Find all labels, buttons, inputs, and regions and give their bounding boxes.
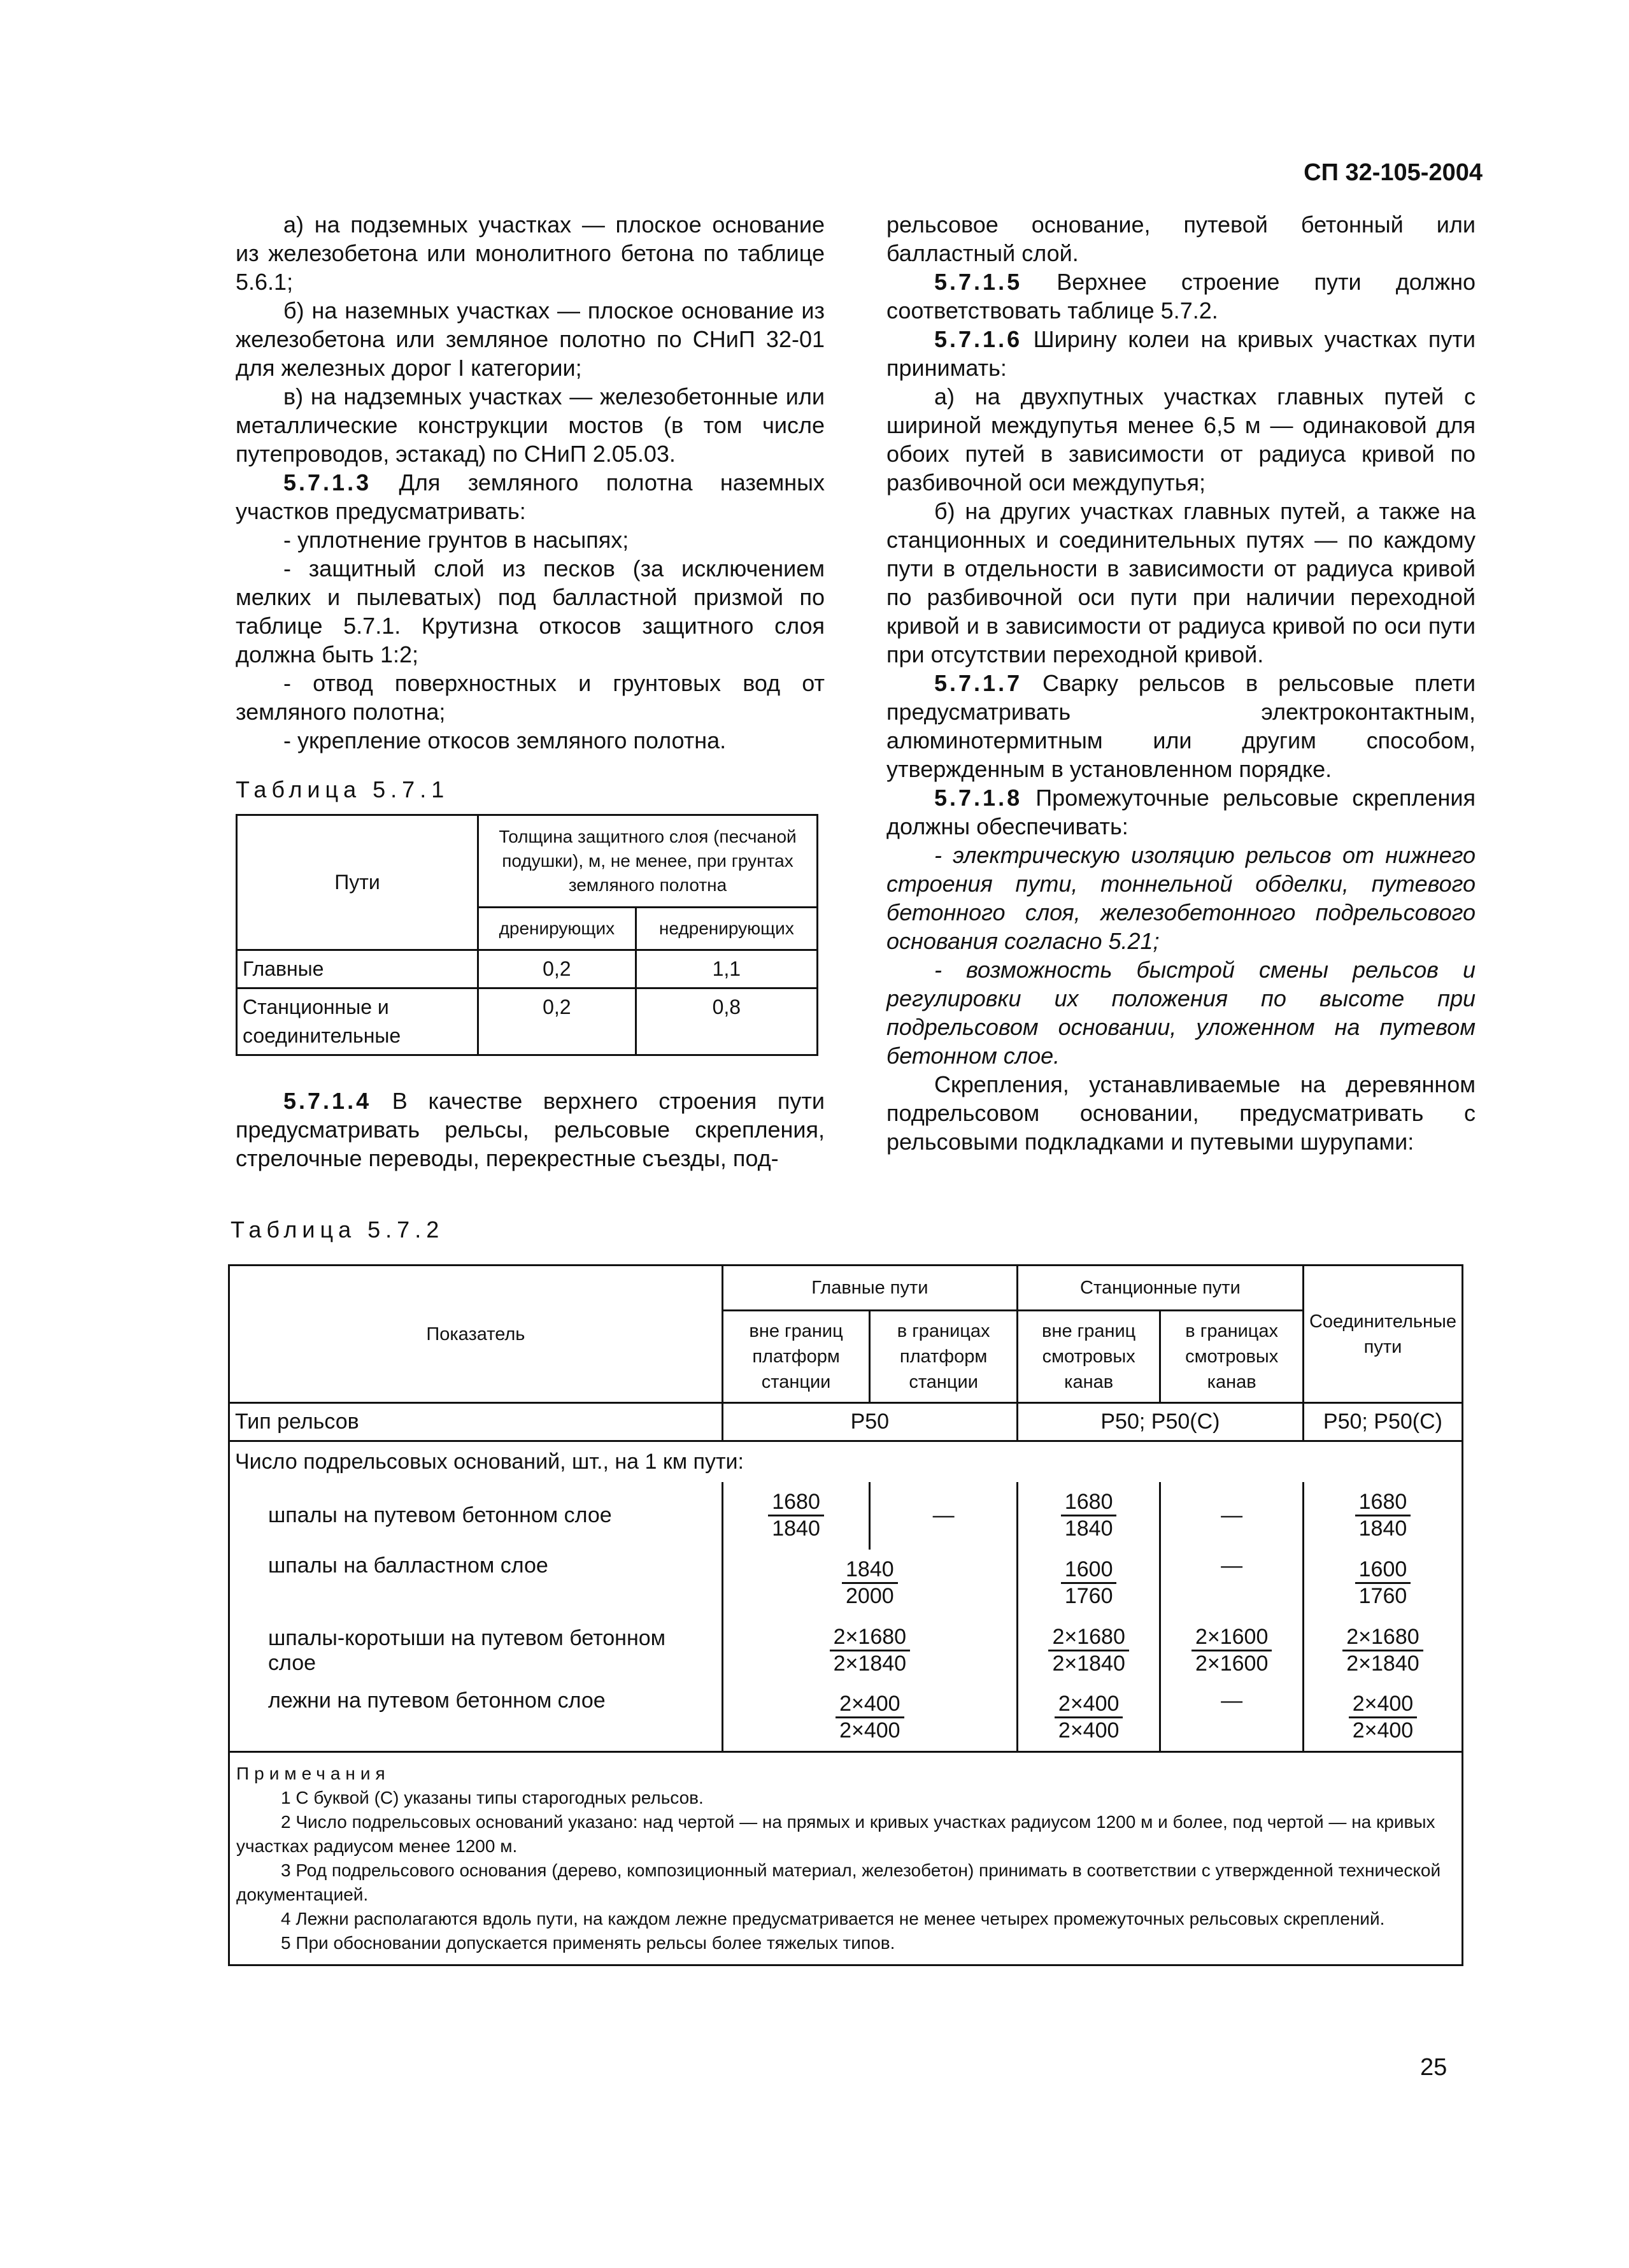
note-item: 4 Лежни располагаются вдоль пути, на каждом лежне предусматривается не менее четырех промежуточных рельсовых скреплений. xyxy=(281,1909,1385,1929)
table-5-7-1 xyxy=(236,814,818,1056)
bullet-item: - отвод поверхностных и грунтовых вод от земляного полотна; xyxy=(236,670,825,725)
table-cell: 0,2 xyxy=(478,988,636,1055)
fraction-numerator: 2×1680 xyxy=(1342,1625,1423,1651)
bullet-item: - защитный слой из песков (за исключением мелких и пылеватых) под балластной призмой по таблице 5.7.1. Крутизна откосов защитного слоя должна быть 1:2; xyxy=(236,555,825,667)
fraction-numerator: 2×400 xyxy=(1055,1692,1123,1718)
fraction-numerator: 2×1600 xyxy=(1192,1625,1272,1651)
paragraph: б) на других участках главных путей, а также на станционных и соединительных путях — по каждому пути в отдельности в зависимости от радиуса кривой по разбивочной оси пути при наличии переходной кривой и в зависимости от радиуса кривой по оси пути при отсутствии переходной кривой. xyxy=(886,498,1476,667)
table-header-cell: вне границ платформ станции xyxy=(722,1311,870,1403)
table-header-cell: Показатель xyxy=(229,1266,723,1403)
fraction-denominator: 2000 xyxy=(846,1584,894,1608)
fraction-numerator: 1680 xyxy=(768,1490,824,1516)
bullet-item: - укрепление откосов земляного полотна. xyxy=(283,727,727,753)
table-header-cell: недренирующих xyxy=(636,908,817,950)
table-cell: Станционные и соединительные xyxy=(237,988,478,1055)
left-column xyxy=(236,210,825,1173)
table-cell: 1,1 xyxy=(636,950,817,988)
section-number: 5.7.1.4 xyxy=(283,1088,372,1114)
paragraph-text: Промежуточные рельсовые скрепления должны обеспечивать: xyxy=(886,785,1476,839)
fraction-denominator: 1840 xyxy=(1358,1516,1407,1541)
table-cell: Главные xyxy=(237,950,478,988)
fraction xyxy=(1055,1692,1123,1743)
paragraph: рельсовое основание, путевой бетонный или балластный слой. xyxy=(886,211,1476,266)
document-code: СП 32-105-2004 xyxy=(1304,159,1483,186)
paragraph xyxy=(886,783,1476,841)
bullet-item: - уплотнение грунтов в насыпях; xyxy=(283,527,629,553)
table-cell xyxy=(1303,1550,1462,1617)
fraction-denominator: 2×1840 xyxy=(1052,1651,1125,1676)
table-caption: Таблица 5.7.1 xyxy=(236,776,450,802)
bullet-item: - возможность быстрой смены рельсов и регулировки их положения по высоте при подрельсовом основании, уложенном на путевом бетонном слое. xyxy=(886,957,1476,1069)
paragraph: Скрепления, устанавливаемые на деревянном подрельсовом основании, предусматривать с рельсовыми подкладками и путевыми шурупами: xyxy=(886,1071,1476,1155)
table-cell: 0,8 xyxy=(636,988,817,1055)
fraction xyxy=(842,1557,898,1609)
table-cell xyxy=(1017,1685,1160,1752)
table-cell: Р50 xyxy=(722,1403,1017,1441)
paragraph: а) на подземных участках — плоское основание из железобетона или монолитного бетона по таблице 5.6.1; xyxy=(236,211,825,295)
fraction xyxy=(768,1490,824,1541)
table-cell: — xyxy=(1160,1482,1304,1550)
fraction xyxy=(1355,1490,1411,1541)
fraction xyxy=(1342,1625,1423,1676)
table-cell xyxy=(722,1550,1017,1617)
fraction-numerator: 1680 xyxy=(1355,1490,1411,1516)
fraction-denominator: 2×1840 xyxy=(1346,1651,1419,1676)
section-number: 5.7.1.6 xyxy=(934,326,1023,352)
fraction-numerator: 1840 xyxy=(842,1557,898,1584)
section-number: 5.7.1.8 xyxy=(934,785,1023,811)
table-cell: шпалы на путевом бетонном слое xyxy=(229,1482,723,1550)
fraction-denominator: 2×1840 xyxy=(833,1651,907,1676)
fraction-denominator: 2×1600 xyxy=(1195,1651,1269,1676)
note-item: 5 При обосновании допускается применять рельсы более тяжелых типов. xyxy=(281,1933,895,1953)
section-number: 5.7.1.5 xyxy=(934,269,1023,295)
paragraph: б) на наземных участках — плоское основание из железобетона или земляное полотно по СНиП 32-01 для железных дорог I категории; xyxy=(236,297,825,381)
fraction xyxy=(836,1692,904,1743)
paragraph: в) на надземных участках — железобетонные или металлические конструкции мостов (в том числе путепроводов, эстакад) по СНиП 2.05.03. xyxy=(236,383,825,467)
fraction-numerator: 2×1680 xyxy=(830,1625,910,1651)
table-cell: Число подрельсовых оснований, шт., на 1 км пути: xyxy=(229,1441,1463,1482)
table-cell: Тип рельсов xyxy=(229,1403,723,1441)
table-cell xyxy=(722,1617,1017,1685)
notes-title: Примечания xyxy=(236,1764,390,1783)
fraction-numerator: 2×400 xyxy=(1349,1692,1418,1718)
table-cell: — xyxy=(1160,1550,1304,1617)
fraction-denominator: 1760 xyxy=(1358,1584,1407,1608)
fraction-numerator: 1600 xyxy=(1061,1557,1117,1584)
fraction-numerator: 2×1680 xyxy=(1048,1625,1128,1651)
table-cell: шпалы на балластном слое xyxy=(229,1550,723,1617)
table-header-cell: Пути xyxy=(237,815,478,950)
table-header-cell: дренирующих xyxy=(478,908,636,950)
table-cell: — xyxy=(1160,1685,1304,1752)
paragraph-text: Сварку рельсов в рельсовые плети предусматривать электроконтактным, алюминотермитным или другим способом, утвержденным в установленном порядке. xyxy=(886,670,1476,782)
section-number: 5.7.1.3 xyxy=(283,469,372,496)
fraction xyxy=(1355,1557,1411,1609)
paragraph-text: Верхнее строение пути должно соответствовать таблице 5.7.2. xyxy=(886,269,1476,324)
table-cell xyxy=(722,1685,1017,1752)
fraction-denominator: 1760 xyxy=(1064,1584,1113,1608)
table-cell xyxy=(1303,1685,1462,1752)
table-cell xyxy=(722,1482,870,1550)
table-cell: шпалы-коротыши на путевом бетонном слое xyxy=(229,1617,723,1685)
paragraph xyxy=(886,669,1476,783)
page-number: 25 xyxy=(1420,2054,1448,2081)
table-cell xyxy=(1017,1617,1160,1685)
paragraph xyxy=(236,1087,825,1173)
fraction xyxy=(1061,1557,1117,1609)
fraction-denominator: 2×400 xyxy=(839,1718,900,1743)
note-item: 2 Число подрельсовых оснований указано: над чертой — на прямых и кривых участках радиусом 1200 м и более, под чертой — на кривых участках радиусом менее 1200 м. xyxy=(236,1812,1435,1856)
paragraph-text: Ширину колеи на кривых участках пути принимать: xyxy=(886,326,1476,381)
table-header-cell: вне границ смотровых канав xyxy=(1017,1311,1160,1403)
table-cell xyxy=(1303,1617,1462,1685)
table-header-cell: Станционные пути xyxy=(1017,1266,1303,1311)
section-number: 5.7.1.7 xyxy=(934,670,1023,696)
table-notes xyxy=(229,1752,1463,1965)
table-header-cell: Соединительные пути xyxy=(1303,1266,1462,1403)
fraction-denominator: 1840 xyxy=(1064,1516,1113,1541)
table-header-cell: Главные пути xyxy=(722,1266,1017,1311)
table-header-cell: в границах смотровых канав xyxy=(1160,1311,1304,1403)
fraction-denominator: 2×400 xyxy=(1058,1718,1120,1743)
table-cell: — xyxy=(870,1482,1018,1550)
table-caption: Таблица 5.7.2 xyxy=(231,1216,445,1243)
fraction-denominator: 2×400 xyxy=(1352,1718,1414,1743)
table-cell xyxy=(1017,1550,1160,1617)
table-cell: лежни на путевом бетонном слое xyxy=(229,1685,723,1752)
fraction xyxy=(1349,1692,1418,1743)
table-cell: Р50; Р50(С) xyxy=(1017,1403,1303,1441)
table-cell xyxy=(1303,1482,1462,1550)
paragraph-text: В качестве верхнего строения пути предусматривать рельсы, рельсовые скрепления, стрелочные переводы, перекрестные съезды, под- xyxy=(236,1088,825,1171)
fraction xyxy=(1061,1490,1117,1541)
fraction-numerator: 1600 xyxy=(1355,1557,1411,1584)
fraction-denominator: 1840 xyxy=(772,1516,820,1541)
table-header-cell: в границах платформ станции xyxy=(870,1311,1018,1403)
bullet-item: - электрическую изоляцию рельсов от нижнего строения пути, тоннельной обделки, путевого бетонного слоя, железобетонного подрельсового основания согласно 5.21; xyxy=(886,842,1476,954)
right-column xyxy=(886,210,1476,1156)
paragraph xyxy=(236,468,825,525)
table-cell xyxy=(1160,1617,1304,1685)
fraction xyxy=(1048,1625,1128,1676)
fraction-numerator: 1680 xyxy=(1061,1490,1117,1516)
fraction xyxy=(1192,1625,1272,1676)
table-5-7-2 xyxy=(228,1264,1463,1966)
note-item: 3 Род подрельсового основания (дерево, композиционный материал, железобетон) принимать в соответствии с утвержденной технической документацией. xyxy=(236,1860,1441,1904)
paragraph xyxy=(886,325,1476,382)
table-cell: Р50; Р50(С) xyxy=(1303,1403,1462,1441)
paragraph: а) на двухпутных участках главных путей с шириной междупутья менее 6,5 м — одинаковой для обоих путей в зависимости от радиуса кривой по разбивочной оси междупутья; xyxy=(886,383,1476,496)
paragraph xyxy=(886,267,1476,325)
table-header-cell: Толщина защитного слоя (песчаной подушки), м, не менее, при грунтах земляного полотна xyxy=(478,815,818,908)
note-item: 1 С буквой (С) указаны типы старогодных рельсов. xyxy=(281,1788,704,1808)
table-cell xyxy=(1017,1482,1160,1550)
fraction-numerator: 2×400 xyxy=(836,1692,904,1718)
fraction xyxy=(830,1625,910,1676)
table-cell: 0,2 xyxy=(478,950,636,988)
paragraph-text: Для земляного полотна наземных участков предусматривать: xyxy=(236,469,825,524)
